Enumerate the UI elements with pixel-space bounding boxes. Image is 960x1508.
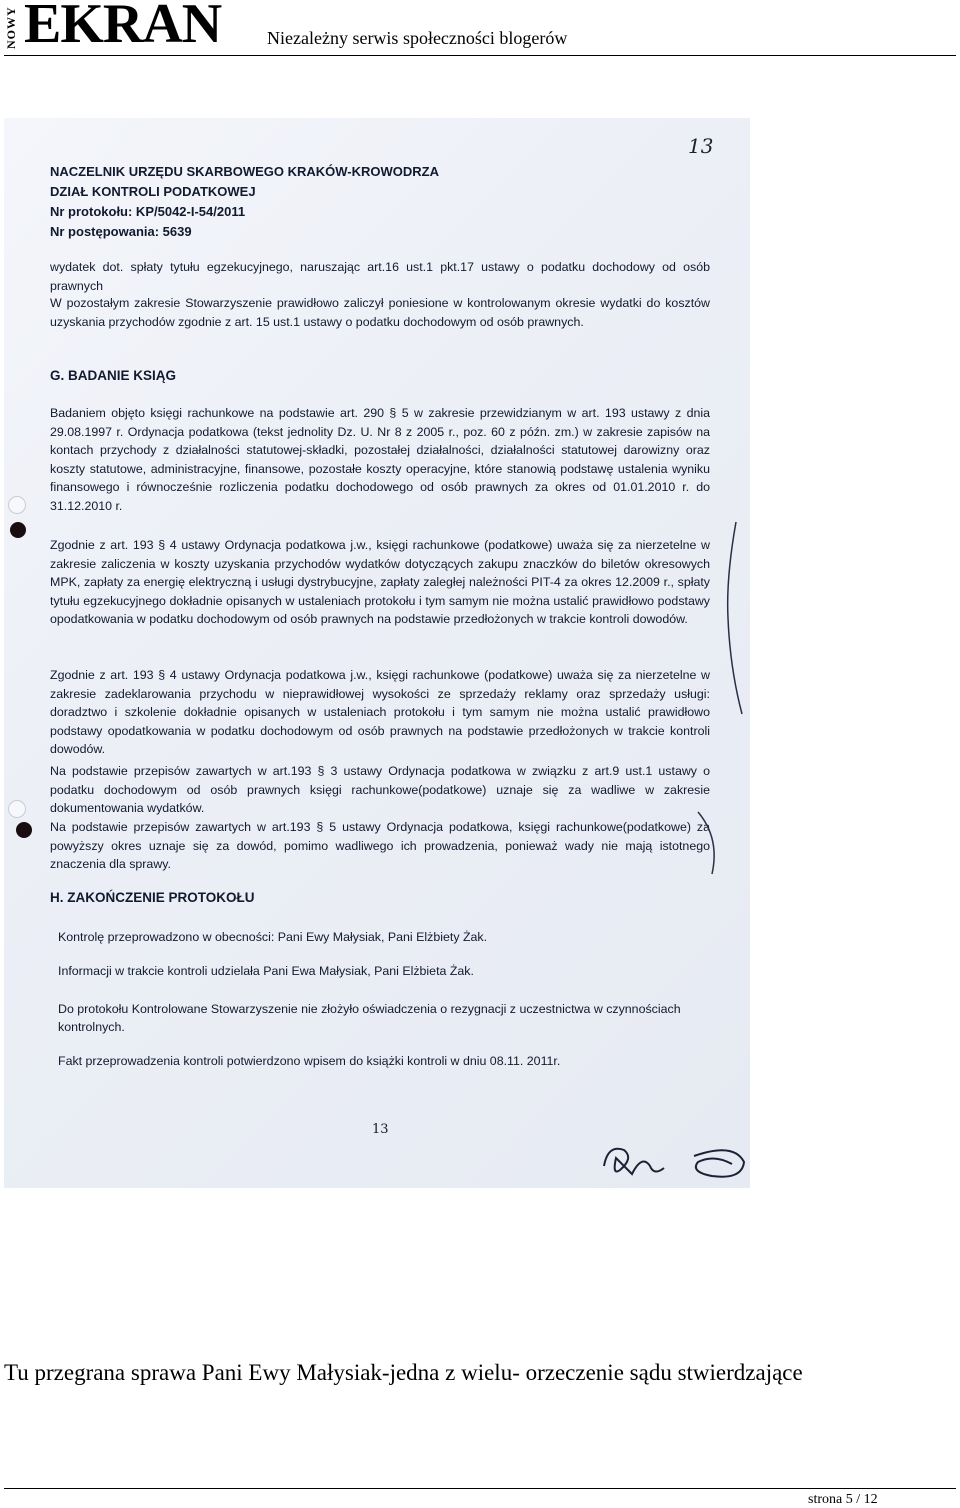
heading-line: NACZELNIK URZĘDU SKARBOWEGO KRAKÓW-KROWODRZA — [50, 164, 439, 179]
paragraph: Kontrolę przeprowadzono w obecności: Pani Ewy Małysiak, Pani Elżbiety Żak. — [58, 930, 488, 944]
binder-hole — [8, 496, 26, 514]
paragraph: wydatek dot. spłaty tytułu egzekucyjnego, naruszając art.16 ust.1 pkt.17 ustawy o podatku dochodowy od osób prawnych — [50, 260, 710, 293]
paragraph: Badaniem objęto księgi rachunkowe na podstawie art. 290 § 5 w zakresie przewidzianym w art. 193 ustawy z dnia 29.08.1997 r. Ordynacja podatkowa (tekst jednolity Dz. U. Nr 8 z 2005 r., poz. 60 z późn. zm.) w zakresie zapisów na kontach przychody z działalności statutowej-składki, pozostałej działalności, działalności statutowej darowizny oraz koszty statutowe, administracyjne, finansowe, pozostałe koszty operacyjne, które stanowią podstawę ustalenia wyniku finansowego i równocześnie rozliczenia podatku dochodowego od osób prawnych za okres od 01.01.2010 r. do 31.12.2010 r. — [50, 406, 710, 513]
paragraph: Na podstawie przepisów zawartych w art.193 § 3 ustawy Ordynacja podatkowa w związku z art.9 ust.1 ustawy o podatku dochodowym od osób prawnych księgi rachunkowe(podatkowe) uznaje się za wadliwe w zakresie dokumentowania wydatków. — [50, 764, 710, 816]
paragraph: Na podstawie przepisów zawartych w art.193 § 5 ustawy Ordynacja podatkowa, księgi rachunkowe(podatkowe) za powyższy okres uznaje się za dowód, pomimo wadliwego ich prowadzenia, ponieważ wady nie mają istotnego znaczenia dla sprawy. — [50, 820, 710, 872]
section-heading: H. ZAKOŃCZENIE PROTOKOŁU — [50, 890, 255, 905]
scanned-document-content — [4, 118, 750, 1188]
heading-line: Nr postępowania: 5639 — [50, 224, 192, 239]
binder-hole — [10, 522, 26, 538]
heading-line: Nr protokołu: KP/5042-I-54/2011 — [50, 204, 246, 219]
paragraph: Informacji w trakcie kontroli udzielała Pani Ewa Małysiak, Pani Elżbieta Żak. — [58, 964, 474, 978]
paragraph: Zgodnie z art. 193 § 4 ustawy Ordynacja podatkowa j.w., księgi rachunkowe (podatkowe) uważa się za nierzetelne w zakresie zaliczenia w koszty uzyskania przychodów wydatków dotyczących zakupu znaczków do biletów okresowych MPK, zapłaty za energię elektryczną i usługi dystrybucyjne, zapłaty zaległej należności PIT-4 za okres 12.2009 r., spłaty tytułu egzekucyjnego dokładnie opisanych w ustaleniach protokołu i tym samym nie można ustalić prawidłowo podstawy opodatkowania w podatku dochodowym od osób prawnych na podstawie przedłożonych w trakcie kontroli dowodów. — [50, 538, 710, 627]
margin-bracket-mark — [722, 518, 750, 718]
handwritten-signature — [594, 1136, 750, 1188]
heading-line: DZIAŁ KONTROLI PODATKOWEJ — [50, 184, 256, 199]
footer-divider — [4, 1488, 956, 1489]
page-header — [0, 0, 960, 58]
binder-hole — [16, 822, 32, 838]
logo-ekran[interactable]: EKRAN — [24, 0, 222, 55]
logo-nowy: NOWY — [4, 6, 18, 50]
document-page-number: 13 — [372, 1122, 389, 1137]
section-heading: G. BADANIE KSIĄG — [50, 368, 177, 383]
page-indicator: strona 5 / 12 — [808, 1492, 878, 1507]
image-caption: Tu przegrana sprawa Pani Ewy Małysiak-jedna z wielu- orzeczenie sądu stwierdzające — [4, 1360, 803, 1385]
binder-hole — [8, 800, 26, 818]
scanned-document-image — [4, 118, 750, 1188]
handwritten-page-number: 13 — [688, 134, 714, 158]
paragraph: W pozostałym zakresie Stowarzyszenie prawidłowo zaliczył poniesione w kontrolowanym okresie wydatki do kosztów uzyskania przychodów zgodnie z art. 15 ust.1 ustawy o podatku dochodowym od osób prawnych. — [50, 296, 710, 329]
paragraph: Fakt przeprowadzenia kontroli potwierdzono wpisem do książki kontroli w dniu 08.11. 2011r. — [58, 1054, 561, 1068]
site-tagline: Niezależny serwis społeczności blogerów — [267, 28, 568, 48]
margin-bracket-mark — [690, 808, 730, 878]
paragraph: Do protokołu Kontrolowane Stowarzyszenie nie złożyło oświadczenia o rezygnacji z uczestnictwa w czynnościach kontrolnych. — [58, 1002, 681, 1034]
paragraph: Zgodnie z art. 193 § 4 ustawy Ordynacja podatkowa j.w., księgi rachunkowe (podatkowe) uważa się za nierzetelne w zakresie zadeklarowania przychodu w nieprawidłowej wysokości ze sprzedaży reklamy oraz sprzedaży usługi: doradztwo i szkolenie dokładnie opisanych w ustaleniach protokołu i tym samym nie można ustalić prawidłowo podstawy opodatkowania w podatku dochodowym od osób prawnych na podstawie przedłożonych w trakcie kontroli dowodów. — [50, 668, 710, 757]
header-divider — [4, 55, 956, 56]
document-heading — [50, 162, 710, 242]
